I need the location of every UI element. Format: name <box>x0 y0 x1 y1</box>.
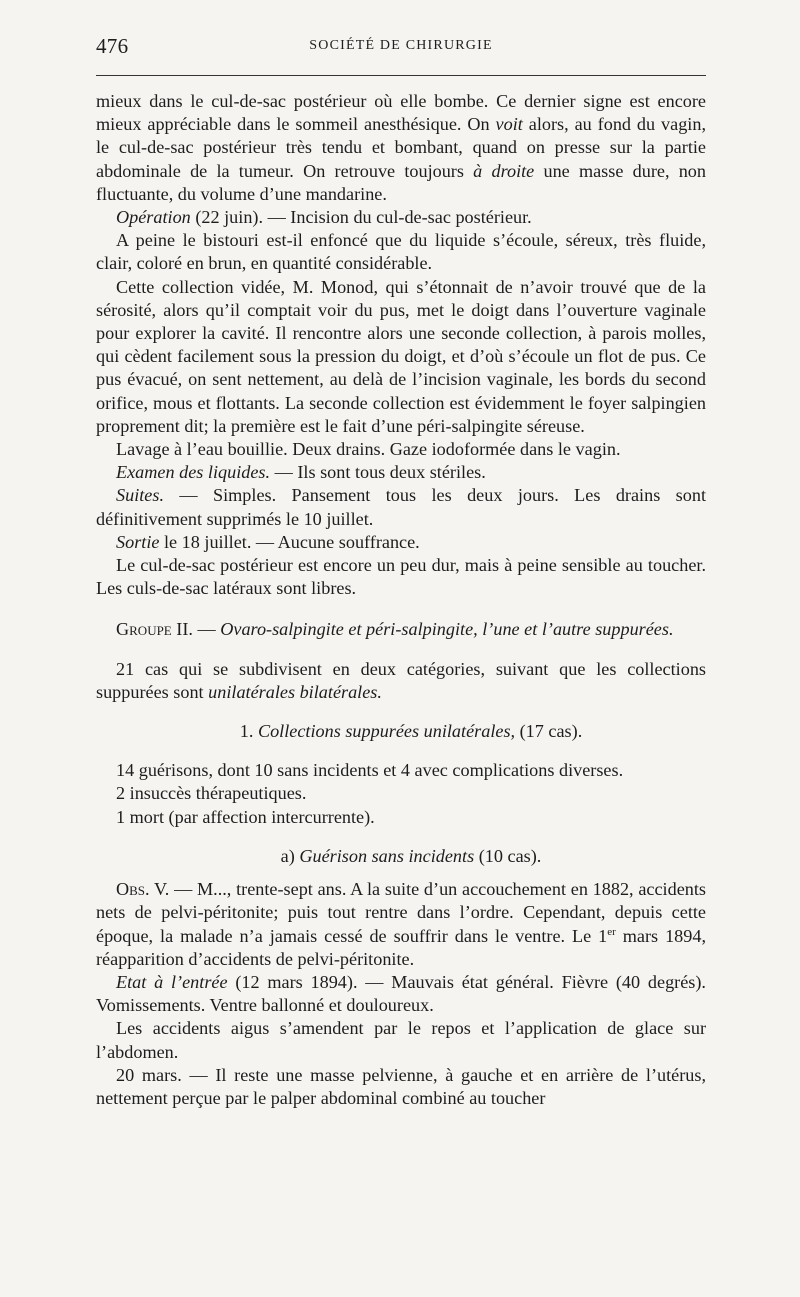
paragraph-operation <box>96 206 706 229</box>
running-title: SOCIÉTÉ DE CHIRURGIE <box>309 38 493 53</box>
paragraph <box>96 90 706 206</box>
subsection-label: a) <box>280 845 300 866</box>
subsection-title: Guérison sans incidents <box>299 845 475 866</box>
page-header <box>96 34 706 66</box>
stat-line: 2 insuccès thérapeutiques. <box>116 783 307 804</box>
paragraph: Le cul-de-sac postérieur est encore un peu dur, mais à peine sensible au toucher. Les culs-de-sac latéraux sont libres. <box>96 555 706 599</box>
subsection-count: (10 cas). <box>474 845 542 866</box>
emphasis: à droite <box>473 160 535 181</box>
text: alors, au fond du vagin, le cul-de-sac postérieur très tendu et bombant, quand on presse sur la partie abdominale de la tumeur. On retrouve toujours <box>96 114 706 181</box>
section-heading <box>96 720 706 743</box>
text: 21 cas qui se subdivisent en deux catégories, suivant que les collections suppurées sont <box>96 658 706 702</box>
etat-label: Etat à l’entrée <box>116 971 228 992</box>
spacer <box>96 600 706 618</box>
sortie-text: le 18 juillet. — Aucune souffrance. <box>159 531 420 552</box>
text: une masse dure, non fluctuante, du volume d’une mandarine. <box>96 160 706 204</box>
suites-label: Suites. <box>116 485 164 506</box>
subsection-heading <box>96 845 706 868</box>
operation-label: Opération <box>116 207 191 228</box>
examen-text: — Ils sont tous deux stériles. <box>270 462 486 483</box>
paragraph: Cette collection vidée, M. Monod, qui s’étonnait de n’avoir trouvé que de la sérosité, alors qu’il comptait voir du pus, met le doigt dans l’ouverture vaginale pour explorer la cavité. Il rencontre alors une seconde collection, à parois molles, qui cèdent facilement sous la pression du doigt, et d’où s’écoule un flot de pus. Ce pus évacué, on sent nettement, au delà de l’incision vaginale, les bords du second orifice, mous et flottants. La seconde collection est évidemment le foyer salpingien proprement dit; la première est le fait d’une péri-salpingite séreuse. <box>96 276 706 436</box>
page-number: 476 <box>96 34 129 58</box>
paragraph: A peine le bistouri est-il enfoncé que du liquide s’écoule, séreux, très fluide, clair, coloré en brun, en quantité considérable. <box>96 230 706 274</box>
spacer <box>96 704 706 720</box>
spacer <box>96 642 706 658</box>
section-number: 1. <box>239 721 258 742</box>
operation-text: (22 juin). — Incision du cul-de-sac postérieur. <box>190 207 532 228</box>
spacer <box>96 743 706 759</box>
section-count: (17 cas). <box>515 721 583 742</box>
header-rule <box>96 75 706 76</box>
group-dash: — <box>192 619 221 640</box>
paragraph-suites <box>96 484 706 530</box>
observation-text: — M..., trente-sept ans. A la suite d’un accouchement en 1882, accidents nets de pelvi-péritonite; puis tout rentre dans l’ordre. Cependant, depuis cette époque, la malade n’a jamais cessé de souffrir dans le ventre. Le 1 <box>96 879 706 946</box>
paragraph: Lavage à l’eau bouillie. Deux drains. Gaze iodoformée dans le vagin. <box>116 439 621 460</box>
group-heading <box>96 618 706 641</box>
spacer <box>96 868 706 878</box>
text: mieux dans le cul-de-sac postérieur où elle bombe. Ce dernier signe est encore mieux appréciable dans le sommeil anesthésique. On <box>96 91 706 135</box>
sortie-label: Sortie <box>116 531 160 552</box>
observation-text: mars 1894, réapparition d’accidents de pelvi-péritonite. <box>96 925 707 969</box>
suites-text: — Simples. Pansement tous les deux jours. Les drains sont définitivement supprimés le 10 juillet. <box>96 485 706 529</box>
group-title: Ovaro-salpingite et péri-salpingite, l’une et l’autre suppurées. <box>220 619 674 640</box>
observation-label: Obs. V. <box>116 879 170 900</box>
stat-line: 14 guérisons, dont 10 sans incidents et 4 avec complications diverses. <box>116 760 624 781</box>
spacer <box>96 829 706 845</box>
examen-label: Examen des liquides. <box>116 462 271 483</box>
paragraph: 20 mars. — Il reste une masse pelvienne, à gauche et en arrière de l’utérus, nettement perçue par le palper abdominal combiné au toucher <box>96 1064 706 1108</box>
etat-text: (12 mars 1894). — Mauvais état général. Fièvre (40 degrés). Vomissements. Ventre ballonné et douloureux. <box>96 971 706 1016</box>
superscript: er <box>607 925 616 938</box>
section-title: Collections suppurées unilatérales, <box>257 721 516 742</box>
emphasis: voit <box>495 114 523 135</box>
paragraph-observation <box>96 878 706 971</box>
paragraph-sortie <box>96 531 706 554</box>
paragraph-examen <box>96 461 706 484</box>
emphasis: unilatérales bilatérales. <box>208 681 382 702</box>
paragraph: Les accidents aigus s’amendent par le repos et l’application de glace sur l’abdomen. <box>96 1018 706 1062</box>
stat-line: 1 mort (par affection intercurrente). <box>116 806 375 827</box>
paragraph-etat <box>96 971 706 1017</box>
paragraph <box>96 658 706 704</box>
group-label: Groupe II. <box>116 619 193 640</box>
page-body <box>96 90 706 1110</box>
